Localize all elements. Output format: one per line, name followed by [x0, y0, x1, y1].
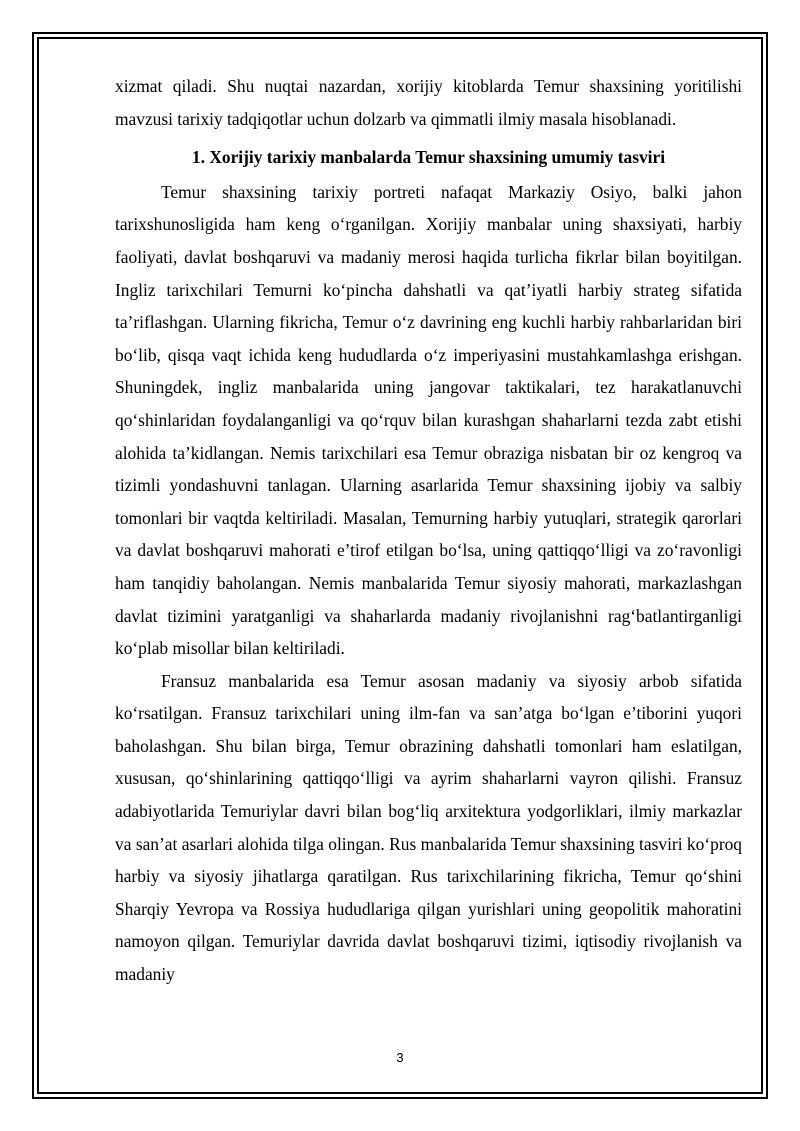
body-paragraph-1: Temur shaxsining tarixiy portreti nafaqat Markaziy Osiyo, balki jahon tarixshunosligida ham keng o‘rganilgan. Xorijiy manbalar uning shaxsiyati, harbiy faoliyati, davlat boshqaruvi va madaniy merosi haqida turlicha fikrlar bilan boyitilgan. Ingliz tarixchilari Temurni ko‘pincha dahshatli va qat’iyatli harbiy strateg sifatida ta’riflashgan. Ularning fikricha, Temur o‘z davrining eng kuchli harbiy rahbarlaridan biri bo‘lib, qisqa vaqt ichida keng hududlarda o‘z imperiyasini mustahkamlashga erishgan. Shuningdek, ingliz manbalarida uning jangovar taktikalari, tez harakatlanuvchi qo‘shinlaridan foydalanganligi va qo‘rquv bilan kurashgan shaharlarni tezda zabt etishi alohida ta’kidlangan. Nemis tarixchilari esa Temur obraziga nisbatan bir oz kengroq va tizimli yondashuvni tanlagan. Ularning asarlarida Temur shaxsining ijobiy va salbiy tomonlari bir vaqtda keltiriladi. Masalan, Temurning harbiy yutuqlari, strategik qarorlari va davlat boshqaruvi mahorati e’tirof etilgan bo‘lsa, uning qattiqqo‘lligi va zo‘ravonligi ham tanqidiy baholangan. Nemis manbalarida Temur siyosiy mahorati, markazlashgan davlat tizimini yaratganligi va shaharlarda madaniy rivojlanishni rag‘batlantirganligi ko‘plab misollar bilan keltiriladi. [115, 181, 742, 659]
intro-paragraph: xizmat qiladi. Shu nuqtai nazardan, xorijiy kitoblarda Temur shaxsining yoritilishi mavzusi tarixiy tadqiqotlar uchun dolzarb va qimmatli ilmiy masala hisoblanadi. [115, 76, 742, 129]
body-paragraph-2: Fransuz manbalarida esa Temur asosan madaniy va siyosiy arbob sifatida ko‘rsatilgan. Fransuz tarixchilari uning ilm-fan va san’atga bo‘lgan e’tiborini yuqori baholashgan. Shu bilan birga, Temur obrazining dahshatli tomonlari ham eslatilgan, xususan, qo‘shinlarining qattiqqo‘lligi va ayrim shaharlarni vayron qilishi. Fransuz adabiyotlarida Temuriylar davri bilan bog‘liq arxitektura yodgorliklari, ilmiy markazlar va san’at asarlari alohida tilga olingan. Rus manbalarida Temur shaxsining tasviri ko‘proq harbiy va siyosiy jihatlarga qaratilgan. Rus tarixchilarining fikricha, Temur qo‘shini Sharqiy Yevropa va Rossiya hududlariga qilgan yurishlari uning geopolitik mahoratini namoyon qilgan. Temuriylar davrida davlat boshqaruvi tizimi, iqtisodiy rivojlanish va madaniy [115, 670, 742, 985]
section-heading: 1. Xorijiy tarixiy manbalarda Temur shaxsining umumiy tasviri [191, 147, 666, 168]
page-content [115, 70, 742, 991]
page-number: 3 [396, 1050, 404, 1065]
